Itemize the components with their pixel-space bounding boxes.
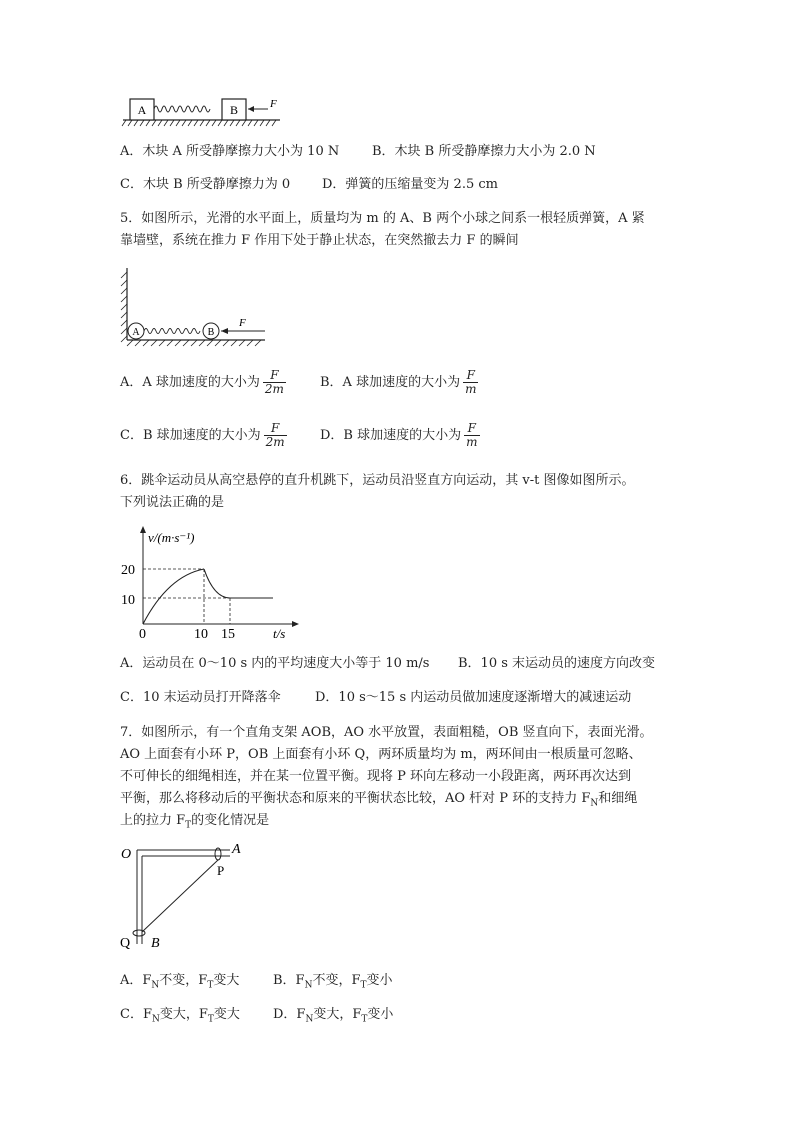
q5-option-c: C．B 球加速度的大小为 $\frac{F}{2m}$ xyxy=(120,421,285,449)
x-axis-label: t/s xyxy=(273,626,286,641)
right-angle-frame-figure xyxy=(118,840,253,958)
q7-option-c: C．$F_N$变大，$F_T$变大 xyxy=(120,1007,240,1025)
q4-option-b: B．木块 B 所受静摩擦力大小为 2.0 N xyxy=(372,144,596,159)
label-b: B xyxy=(151,936,160,951)
q6-option-d: D．10 s～15 s 内运动员做加速度逐渐增大的减速运动 xyxy=(315,690,632,705)
q5-option-a: A．A 球加速度的大小为 $\frac{F}{2m}$ xyxy=(120,368,284,396)
x-tick-10: 10 xyxy=(194,627,208,642)
label-a: A xyxy=(232,842,241,857)
q5-option-d: D．B 球加速度的大小为 $\frac{F}{m}$ xyxy=(320,421,478,449)
q7-stem-line1: 7．如图所示，有一个直角支架 AOB，AO 水平放置，表面粗糙，OB 竖直向下，表面光滑。 xyxy=(120,725,653,740)
q5-option-b: B．A 球加速度的大小为 $\frac{F}{m}$ xyxy=(320,368,477,396)
y-tick-10: 10 xyxy=(121,593,135,608)
vt-curve-decelerate xyxy=(204,569,230,598)
q7-stem-line2: AO 上面套有小环 P，OB 上面套有小环 Q，两环质量均为 m，两环间由一根质量可忽略、 xyxy=(120,747,642,762)
q7-stem-line5: 上的拉力 $F_T$的变化情况是 xyxy=(120,813,270,831)
spring xyxy=(144,329,200,334)
y-axis-label: v/(m·s⁻¹) xyxy=(148,530,195,545)
q7-option-a: A．$F_N$不变，$F_T$变大 xyxy=(120,973,240,991)
spring xyxy=(154,106,210,112)
label-q: Q xyxy=(120,936,131,951)
force-label: F xyxy=(239,317,246,329)
q6-option-b: B．10 s 末运动员的速度方向改变 xyxy=(458,656,656,671)
label-o: O xyxy=(121,847,132,862)
y-tick-20: 20 xyxy=(121,563,135,578)
blocks-spring-figure xyxy=(120,94,290,130)
q5-stem-line2: 靠墙壁，系统在推力 F 作用下处于静止状态，在突然撤去力 F 的瞬间 xyxy=(120,233,519,248)
q6-stem-line2: 下列说法正确的是 xyxy=(120,495,225,510)
q7-stem-line3: 不可伸长的细绳相连，并在某一位置平衡。现将 P 环向左移动一小段距离，两环再次达到 xyxy=(120,769,632,784)
q5-stem-line1: 5．如图所示，光滑的水平面上，质量均为 m 的 A、B 两个小球之间系一根轻质弹簧，A 紧 xyxy=(120,211,645,226)
force-label: F xyxy=(270,98,277,110)
q7-option-b: B．$F_N$不变，$F_T$变小 xyxy=(273,973,393,991)
q6-option-c: C．10 末运动员打开降落伞 xyxy=(120,690,281,705)
q4-option-a: A．木块 A 所受静摩擦力大小为 10 N xyxy=(120,144,340,159)
block-a-label: A xyxy=(137,103,147,117)
q4-option-c: C．木块 B 所受静摩擦力为 0 xyxy=(120,177,291,192)
q7-option-d: D．$F_N$变大，$F_T$变小 xyxy=(273,1007,394,1025)
block-b-label: B xyxy=(229,103,239,117)
vt-graph xyxy=(118,524,303,642)
q7-stem-line4: 平衡，那么将移动后的平衡状态和原来的平衡状态比较，AO 杆对 P 环的支持力 $F_N$和细绳 xyxy=(120,791,638,809)
ball-b-label: B xyxy=(207,327,215,338)
ball-a-label: A xyxy=(132,327,140,338)
q6-stem-line1: 6．跳伞运动员从高空悬停的直升机跳下，运动员沿竖直方向运动，其 v-t 图像如图所示。 xyxy=(120,473,635,488)
balls-wall-figure xyxy=(115,266,275,351)
label-p: P xyxy=(217,863,225,878)
q4-option-d: D．弹簧的压缩量变为 2.5 cm xyxy=(322,177,498,192)
string xyxy=(142,860,218,932)
q6-option-a: A．运动员在 0～10 s 内的平均速度大小等于 10 m/s xyxy=(120,656,430,671)
vt-curve-accelerate xyxy=(143,569,204,624)
x-tick-0: 0 xyxy=(139,627,146,642)
x-tick-15: 15 xyxy=(221,627,235,642)
